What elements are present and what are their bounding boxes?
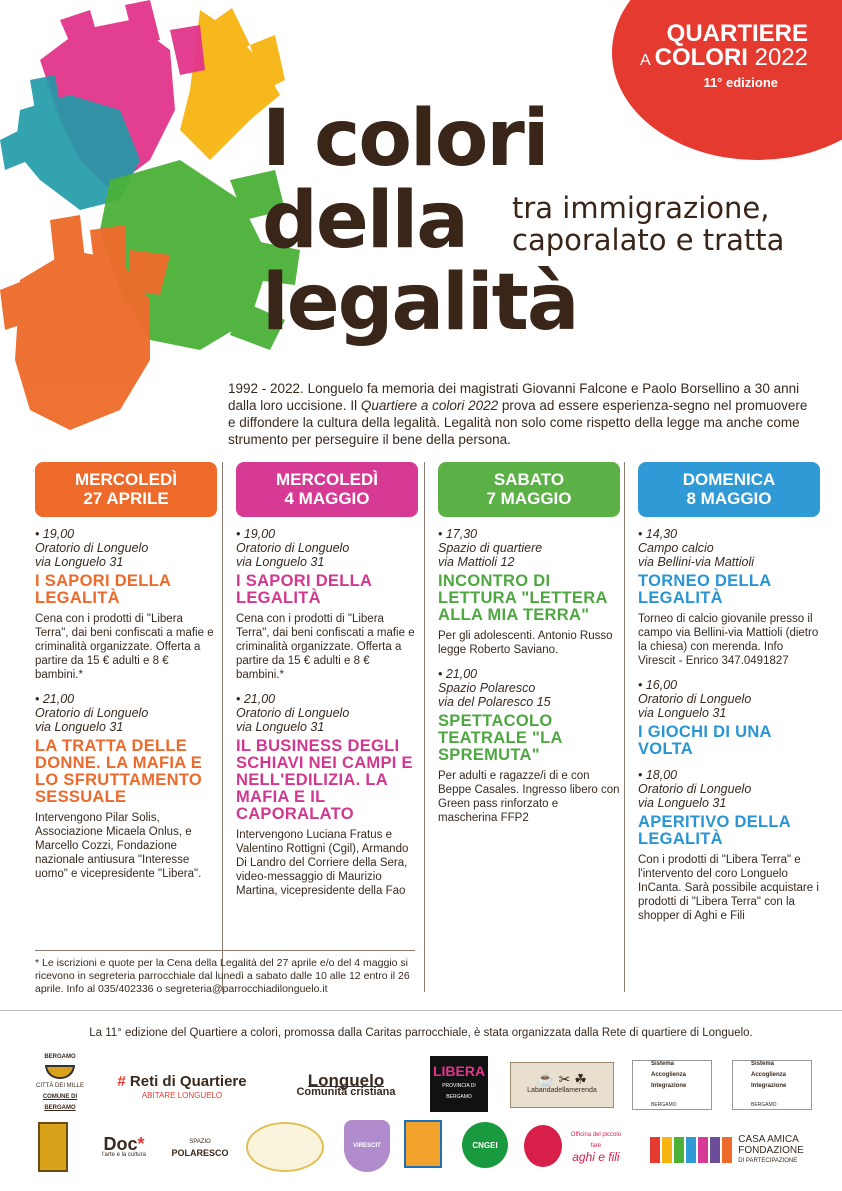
column-7-maggio [438, 462, 620, 825]
event-place: Campo calcio [638, 541, 714, 555]
event-address: via Longuelo 31 [638, 796, 727, 810]
column-date: 4 MAGGIO [284, 489, 370, 508]
badge-line1: QUARTIERE [666, 20, 808, 47]
sai-line3: Integrazione [651, 1083, 687, 1089]
event-time: • 19,00 [35, 527, 75, 541]
event [438, 527, 620, 657]
event-address: via Longuelo 31 [236, 720, 325, 734]
libera-sub: PROVINCIA DI BERGAMO [442, 1082, 476, 1100]
column-day: SABATO [493, 470, 565, 489]
event-time: • 21,00 [35, 692, 75, 706]
intro-italic: Quartiere a colori 2022 [360, 398, 499, 413]
doc-sub: l'arte e la cultura [102, 1152, 146, 1158]
column-header [35, 462, 217, 517]
event-title: IL BUSINESS DEGLI SCHIAVI NEI CAMPI E NELL'EDILIZIA. LA MAFIA E IL CAPORALATO [236, 737, 413, 823]
doc-logo [96, 1132, 152, 1168]
event-description: Con i prodotti di "Libera Terra" e l'intervento del coro Longuelo InCanta. Sarà possibile acquistare i prodotti di "Libera Terra" con la shopper di Aghi e Fili [638, 854, 819, 922]
crest-icon [45, 1065, 75, 1079]
event-title: I GIOCHI DI UNA VOLTA [638, 723, 772, 758]
event [236, 692, 418, 898]
badge-line2: COLORI [654, 44, 748, 71]
event-place: Oratorio di Longuelo [236, 541, 350, 555]
libera-name: LIBERA [432, 1062, 486, 1079]
event-address: via Longuelo 31 [638, 706, 727, 720]
subtitle-line1: tra immigrazione, [512, 191, 770, 225]
event-title: APERITIVO DELLA LEGALITÀ [638, 813, 791, 848]
column-27-aprile [35, 462, 217, 881]
column-divider [222, 462, 223, 992]
sai-logo-1 [632, 1060, 712, 1110]
credits: La 11° edizione del Quartiere a colori, promossa dalla Caritas parrocchiale, è stata organizzata dalla Rete di quartiere di Longuelo. [89, 1027, 753, 1039]
event-time: • 21,00 [438, 667, 478, 681]
comune-bergamo-logo [30, 1052, 90, 1114]
event-title: TORNEO DELLA LEGALITÀ [638, 572, 771, 607]
event-place: Oratorio di Longuelo [638, 782, 752, 796]
casa-line2: FONDAZIONE [738, 1144, 804, 1156]
intro-part2: prova ad essere esperienza-segno nel promuovere e diffondere la cultura della legalità. Legalità non solo come rispetto della legge ma anche come strumento per perseguire il bene della persona. [228, 398, 808, 447]
bergamo-name: COMUNE DI BERGAMO [42, 1094, 78, 1111]
event [35, 527, 217, 682]
event-title: I SAPORI DELLA LEGALITÀ [236, 572, 372, 607]
badge-a: A [639, 52, 651, 69]
event-title: LA TRATTA DELLE DONNE. LA MAFIA E LO SFRUTTAMENTO SESSUALE [35, 737, 203, 806]
event-description: Per gli adolescenti. Antonio Russo legge Roberto Saviano. [438, 630, 613, 656]
event-address: via Longuelo 31 [35, 555, 124, 569]
longuelo-sub: Comunità cristiana [296, 1085, 396, 1098]
event-description: Per adulti e ragazze/i di e con Beppe Casales. Ingresso libero con Green pass rinforzato e mascherina FFP2 [438, 770, 620, 824]
event-time: • 18,00 [638, 768, 678, 782]
event-description: Intervengono Pilar Solis, Associazione Micaela Onlus, e Marcello Cozzi, Fondazione nazionale antiusura "Interesse uomo" e vicepresidente "Libera". [35, 812, 202, 880]
event-description: Intervengono Luciana Fratus e Valentino Rottigni (Cgil), Armando Di Landro del Corriere della Sera, video-messaggio di Maurizio Martina, vicepresidente della Fao [236, 829, 409, 897]
bergamo-sub: CITTÀ DEI MILLE [35, 1083, 84, 1089]
event [236, 527, 418, 682]
event [638, 527, 820, 668]
event-place: Oratorio di Longuelo [638, 692, 752, 706]
column-4-maggio [236, 462, 418, 898]
column-header [236, 462, 418, 517]
event-title: I SAPORI DELLA LEGALITÀ [35, 572, 171, 607]
event-time: • 16,00 [638, 678, 678, 692]
column-day: MERCOLEDÌ [75, 470, 177, 489]
polaresco-line1: SPAZIO [189, 1139, 211, 1145]
oratorio-logo [38, 1122, 68, 1172]
reti-sub: ABITARE LONGUELO [141, 1090, 223, 1100]
casa-amica-logo [642, 1134, 812, 1166]
sai-line2: Accoglienza [651, 1072, 687, 1078]
spazio-polaresco-logo [170, 1128, 230, 1168]
column-date: 7 MAGGIO [486, 489, 572, 508]
column-8-maggio [638, 462, 820, 923]
sai-line3: Integrazione [751, 1083, 787, 1089]
event-description: Torneo di calcio giovanile presso il campo via Bellini-via Mattioli (dietro la chiesa) con merenda. Info Virescit - Enrico 347.0491827 [638, 613, 819, 667]
event-place: Oratorio di Longuelo [236, 706, 350, 720]
yarn-ball-icon [524, 1125, 562, 1167]
event-description: Cena con i prodotti di "Libera Terra", dai beni confiscati a mafie e criminalità organizzate. Offerta a partire da 15 € adulti e 8 € bambini.* [35, 613, 214, 681]
intro-part1: 1992 - 2022. Longuelo fa memoria dei magistrati Giovanni Falcone e Paolo Borsellino a 30 anni dalla loro uccisione. Il [228, 381, 800, 413]
event-title: INCONTRO DI LETTURA "LETTERA ALLA MIA TERRA" [438, 572, 608, 624]
polaresco-line2: POLARESCO [171, 1148, 229, 1158]
event-place: Spazio Polaresco [438, 681, 536, 695]
event-address: via Longuelo 31 [35, 720, 124, 734]
event-place: Oratorio di Longuelo [35, 706, 149, 720]
choir-logo [246, 1122, 324, 1172]
badge-year: 2022 [754, 44, 808, 71]
casa-amica-stripes-icon [650, 1137, 732, 1163]
cngei-logo: CNGEI [462, 1122, 508, 1168]
divider [0, 1010, 842, 1011]
edition-badge [608, 22, 808, 89]
casa-line1: CASA AMICA [738, 1133, 799, 1145]
sai-logo-2 [732, 1060, 812, 1110]
column-header [438, 462, 620, 517]
star-icon: * [137, 1134, 145, 1154]
event-title: SPETTACOLO TEATRALE "LA SPREMUTA" [438, 712, 563, 764]
event-time: • 19,00 [236, 527, 276, 541]
column-date: 27 APRILE [83, 489, 169, 508]
sai-line1: Sistema [651, 1061, 675, 1067]
aghi-name: aghi e fili [572, 1149, 620, 1164]
column-day: DOMENICA [682, 470, 776, 489]
doc-name: Doc [103, 1134, 138, 1154]
event [638, 768, 820, 923]
subtitle-line2: caporalato e tratta [512, 223, 785, 257]
reti-name: Reti di Quartiere [129, 1072, 247, 1090]
longuelo-name: Longuelo [307, 1070, 385, 1090]
badge-edition: 11° edizione [703, 75, 778, 90]
bergamo-top: BERGAMO [44, 1054, 76, 1060]
merenda-icon: ☕ ✂ ☘ [537, 1071, 587, 1087]
subtitle [512, 192, 784, 256]
sai-city: BERGAMO [751, 1102, 777, 1108]
event-description: Cena con i prodotti di "Libera Terra", dai beni confiscati a mafie e criminalità organizzate. Offerta a partire da 15 € adulti e 8 € bambini.* [236, 613, 415, 681]
sai-city: BERGAMO [651, 1102, 677, 1108]
title-line3: legalità [262, 258, 578, 348]
event [35, 692, 217, 881]
title-line2: della [262, 176, 467, 266]
event-place: Spazio di quartiere [438, 541, 543, 555]
sai-line2: Accoglienza [751, 1072, 787, 1078]
reti-di-quartiere-logo [112, 1068, 252, 1108]
intro-paragraph [228, 380, 818, 448]
longuelo-logo [282, 1064, 410, 1108]
event-address: via Bellini-via Mattioli [638, 555, 755, 569]
casa-line3: DI PARTECIPAZIONE [738, 1157, 798, 1164]
column-day: MERCOLEDÌ [276, 470, 378, 489]
event-address: via del Polaresco 15 [438, 695, 551, 709]
event-time: • 14,30 [638, 527, 678, 541]
sports-logo [404, 1120, 442, 1168]
aghi-fili-logo [524, 1120, 624, 1172]
event [638, 678, 820, 758]
banda-merenda-logo [510, 1062, 614, 1108]
footnote: * Le iscrizioni e quote per la Cena della Legalità del 27 aprile e/o del 4 maggio si ricevono in segreteria parrocchiale dal lunedì a sabato dalle 10 alle 12 entro il 26 aprile. Info al 035/402336 o segreteria@parrocchiadilonguelo.it [35, 950, 415, 996]
event-time: • 21,00 [236, 692, 276, 706]
banda-name: Labandadellamerenda [527, 1087, 597, 1094]
event [438, 667, 620, 825]
column-header [638, 462, 820, 517]
aghi-top: Officina del piccolo fare [570, 1131, 622, 1149]
libera-logo [430, 1056, 488, 1112]
virescit-logo: VIRESCIT [344, 1120, 390, 1172]
event-time: • 17,30 [438, 527, 478, 541]
column-divider [424, 462, 425, 992]
column-divider [624, 462, 625, 992]
event-address: via Longuelo 31 [236, 555, 325, 569]
column-date: 8 MAGGIO [686, 489, 772, 508]
event-place: Oratorio di Longuelo [35, 541, 149, 555]
hash-icon: # [117, 1072, 126, 1090]
sai-line1: Sistema [751, 1061, 775, 1067]
event-address: via Mattioli 12 [438, 555, 515, 569]
title-line1: I colori [262, 94, 548, 184]
